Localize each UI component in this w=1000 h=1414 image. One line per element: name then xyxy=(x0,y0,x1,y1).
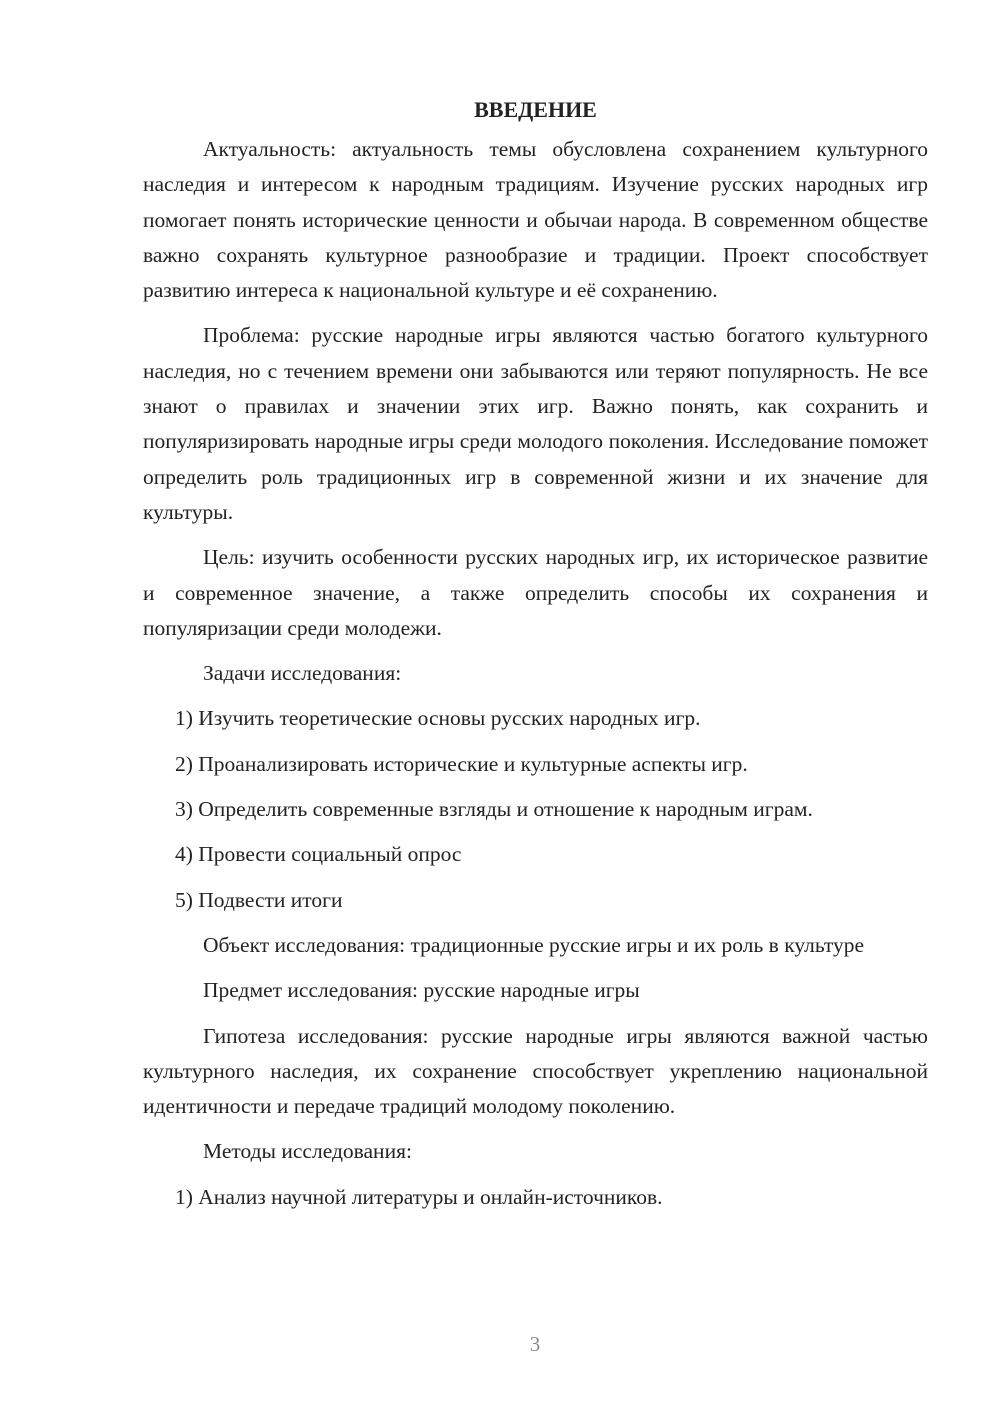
tasks-heading: Задачи исследования: xyxy=(203,661,402,686)
list-item: 2) Проанализировать исторические и культурные аспекты игр. xyxy=(175,751,748,776)
methods-heading: Методы исследования: xyxy=(203,1139,412,1164)
list-item: 5) Подвести итоги xyxy=(175,887,343,912)
paragraph-subject: Предмет исследования: русские народные игры xyxy=(203,978,640,1003)
methods-list xyxy=(143,1180,928,1215)
paragraph-relevance: Актуальность: актуальность темы обусловлена сохранением культурного наследия и интересом к народным традициям. Изучение русских народных игр помогает понять исторические ценности и обычаи народа. В современном обществе важно сохранять культурное разнообразие и традиции. Проект способствует развитию интереса к национальной культуре и её сохранению. xyxy=(143,137,928,303)
page-number: 3 xyxy=(529,1332,541,1356)
list-item: 3) Определить современные взгляды и отношение к народным играм. xyxy=(175,797,813,822)
paragraph-problem: Проблема: русские народные игры являются частью богатого культурного наследия, но с течением времени они забываются или теряют популярность. Не все знают о правилах и значении этих игр. Важно понять, как сохранить и популяризировать народные игры среди молодого поколения. Исследование поможет определить роль традиционных игр в современной жизни и их значение для культуры. xyxy=(143,323,928,524)
list-item: 1) Изучить теоретические основы русских народных игр. xyxy=(175,706,701,731)
page-title: ВВЕДЕНИЕ xyxy=(474,97,597,122)
paragraph-hypothesis: Гипотеза исследования: русские народные игры являются важной частью культурного наследия, их сохранение способствует укреплению национальной идентичности и передаче традиций молодому поколению. xyxy=(143,1023,928,1119)
document-page xyxy=(143,92,928,1225)
list-item: 4) Провести социальный опрос xyxy=(175,842,462,867)
paragraph-object: Объект исследования: традиционные русские игры и их роль в культуре xyxy=(203,932,865,957)
list-item: 1) Анализ научной литературы и онлайн-источников. xyxy=(175,1184,663,1209)
tasks-list xyxy=(143,701,928,917)
paragraph-goal: Цель: изучить особенности русских народных игр, их историческое развитие и современное значение, а также определить способы их сохранения и популяризации среди молодежи. xyxy=(143,545,928,640)
